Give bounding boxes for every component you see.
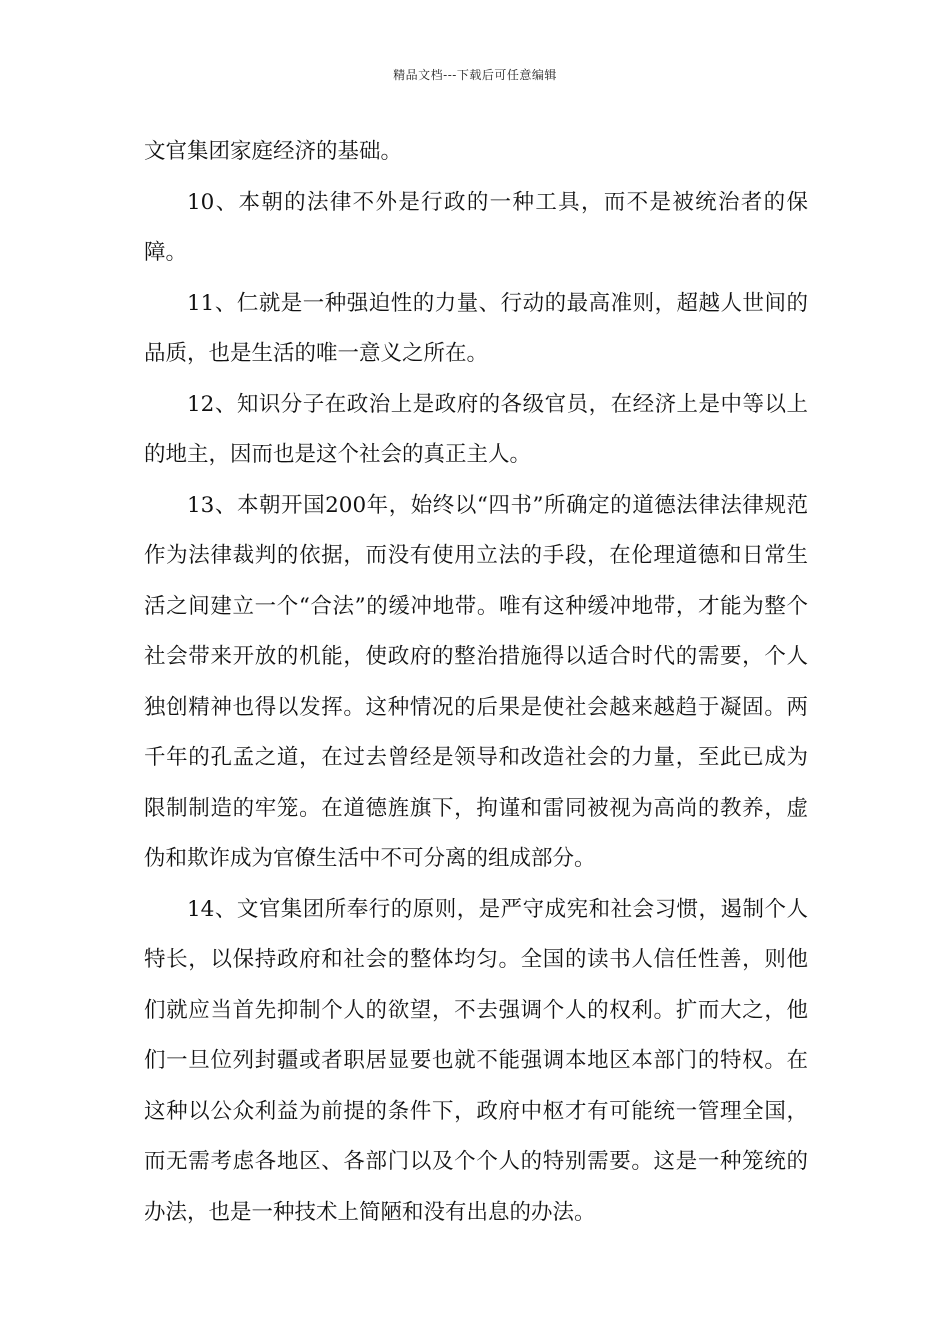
paragraph-item-13: 13、本朝开国200年，始终以“四书”所确定的道德法律法律规范作为法律裁判的依据，而没有使用立法的手段，在伦理道德和日常生活之间建立一个“合法”的缓冲地带。唯有这种缓冲地带，才能为整个社会带来开放的机能，使政府的整治措施得以适合时代的需要，个人独创精神也得以发挥。这种情况的后果是使社会越来越趋于凝固。两千年的孔孟之道，在过去曾经是领导和改造社会的力量，至此已成为限制制造的牢笼。在道德旌旗下，拘谨和雷同被视为高尚的教养，虚伪和欺诈成为官僚生活中不可分离的组成部分。: [144, 492, 808, 871]
document-body: [144, 127, 808, 1238]
paragraph-item-12: 12、知识分子在政治上是政府的各级官员，在经济上是中等以上的地主，因而也是这个社会的真正主人。: [144, 391, 808, 467]
paragraph-item-14: 14、文官集团所奉行的原则，是严守成宪和社会习惯，遏制个人特长，以保持政府和社会的整体均匀。全国的读书人信任性善，则他们就应当首先抑制个人的欲望，不去强调个人的权利。扩而大之，他们一旦位列封疆或者职居显要也就不能强调本地区本部门的特权。在这种以公众利益为前提的条件下，政府中枢才有可能统一管理全国，而无需考虑各地区、各部门以及个个人的特别需要。这是一种笼统的办法，也是一种技术上简陋和没有出息的办法。: [144, 896, 808, 1225]
paragraph-continuation: 文官集团家庭经济的基础。: [144, 139, 403, 164]
paragraph-item-11: 11、仁就是一种强迫性的力量、行动的最高准则，超越人世间的品质，也是生活的唯一意义之所在。: [144, 290, 808, 366]
page-header: 精品文档---下载后可任意编辑: [393, 68, 557, 82]
paragraph-item-10: 10、本朝的法律不外是行政的一种工具，而不是被统治者的保障。: [144, 189, 808, 265]
